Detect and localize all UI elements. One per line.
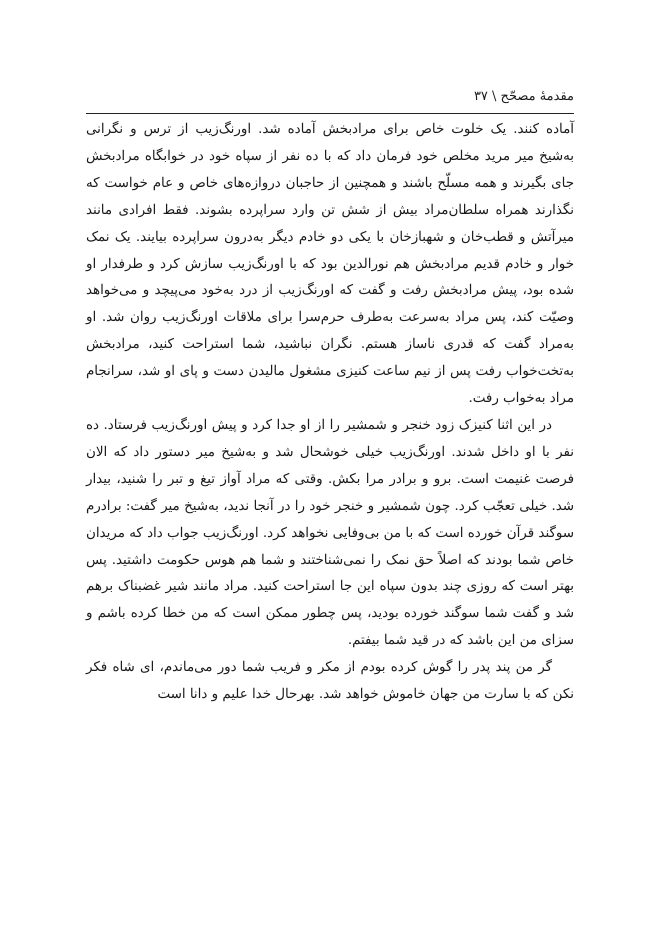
paragraph-1: آماده کنند. یک خلوت خاص برای مرادبخش آماده شد. اورنگ‌زیب از ترس و نگرانی به‌شیخ میر مرید مخلص خود فرمان داد که با ده نفر از سپاه خود در خوابگاه مرادبخش جای بگیرند و همه مسلّح باشند و همچنین از حاجبان دروازه‌های خاص و عام خواست که نگذارند همراه سلطان‌مراد بیش از شش تن وارد سراپرده بشوند. فقط افرادی مانند میرآتش و قطب‌خان و شهبازخان با یکی دو خادم دیگر به‌درون سراپرده بیایند. یک نمک خوار و خادم قدیم مرادبخش هم نورالدین بود که با اورنگ‌زیب سازش کرد و طرفدار او شده بود، پیش مرادبخش رفت و گفت که اورنگ‌زیب از درد به‌خود می‌پیچد و می‌خواهد وصیّت کند، پس مراد به‌سرعت به‌طرف حرم‌سرا برای ملاقات اورنگ‌زیب روان شد. او به‌مراد گفت که قدری ناساز هستم. نگران نباشید، شما استراحت کنید، مرادبخش به‌تخت‌خواب رفت پس از نیم ساعت کنیزی مشغول مالیدن دست و پای او شد، سرانجام مراد به‌خواب رفت. bbox=[86, 122, 574, 407]
header-rule bbox=[86, 113, 574, 114]
running-header: مقدمهٔ مصحّح \ ۳۷ bbox=[473, 89, 574, 104]
paragraph-2: در این اثنا کنیزک زود خنجر و شمشیر را از او جدا کرد و پیش اورنگ‌زیب فرستاد. ده نفر با او داخل شدند. اورنگ‌زیب خیلی خوشحال شد و به‌شیخ میر دستور داد که الان فرصت غنیمت است. برو و برادر مرا بکش. وقتی که مراد آواز تیغ و تبر را شنید، بیدار شد. خیلی تعجّب کرد. چون شمشیر و خنجر خود را در آنجا ندید، به‌شیخ میر گفت: برادرم سوگند قرآن خورده است که با من بی‌وفایی نخواهد کرد. اورنگ‌زیب جواب داد که مریدان خاص شما بودند که اصلاً حق نمک را نمی‌شناختند و شما هم هوس حکومت داشتید. پس بهتر است که روزی چند بدون سپاه این جا استراحت کنید. مراد مانند شیر غضبناک برهم شد و گفت شما سوگند خورده بودید، پس چطور ممکن است که من خطا کرده باشم و سزای من این باشد که در قید شما بیفتم. bbox=[86, 417, 574, 649]
body-text bbox=[86, 117, 574, 709]
paragraph-3: گر من پند پدر را گوش کرده بودم از مکر و فریب شما دور می‌ماندم، ای شاه فکر نکن که با سارت من جهان خاموش خواهد شد. بهرحال خدا علیم و دانا است bbox=[86, 660, 574, 703]
